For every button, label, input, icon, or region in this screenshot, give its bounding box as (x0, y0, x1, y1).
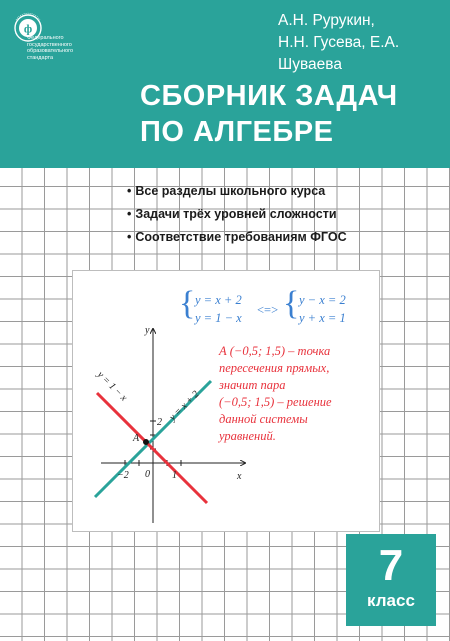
svg-text:ф: ф (23, 21, 33, 36)
tick-zero: 0 (145, 469, 150, 480)
feature-item: • Все разделы школьного курса (127, 180, 427, 203)
feature-item: • Задачи трёх уровней сложности (127, 203, 427, 226)
point-label: A (133, 433, 140, 444)
equivalence-sign: <=> (257, 303, 279, 317)
grade-badge (346, 534, 436, 626)
author-line: А.Н. Рурукин, (278, 12, 375, 29)
line-y-eq-1-minus-x (97, 393, 207, 503)
feature-item: • Соответствие требованиям ФГОС (127, 226, 427, 249)
solution-description: А (−0,5; 1,5) – точка пересечения прямых, значит пара (−0,5; 1,5) – решение данной системы уравнений. (219, 344, 332, 443)
author-line: Н.Н. Гусева, Е.А. Шуваева (278, 34, 400, 73)
cover-header (0, 0, 450, 168)
feature-list (127, 180, 427, 249)
grade-label: класс (367, 591, 415, 610)
grade-number: 7 (378, 541, 404, 590)
system-left: y = x + 2 y = 1 − x (195, 293, 242, 325)
authors (278, 10, 428, 76)
intersection-point (143, 439, 149, 445)
tick-neg2: −2 (117, 470, 129, 481)
title-line: ПО АЛГЕБРЕ (140, 116, 334, 148)
axis-x-label: x (237, 471, 242, 482)
graph-diagram (72, 270, 380, 532)
line1-label: y = 1 − x (94, 369, 130, 404)
logo-caption: Федерального государственного образовательного стандарта (27, 35, 74, 61)
tick-one: 1 (172, 470, 177, 481)
line2-label: y = x + 2 (167, 388, 202, 424)
system-right: y − x = 2 y + x = 1 (299, 293, 346, 325)
left-brace-icon: { (179, 285, 196, 322)
title-line: СБОРНИК ЗАДАЧ (140, 80, 398, 112)
right-brace-icon: { (283, 285, 300, 322)
tick-two: 2 (157, 417, 162, 428)
book-title (140, 78, 440, 150)
axis-y-label: y (145, 325, 150, 336)
